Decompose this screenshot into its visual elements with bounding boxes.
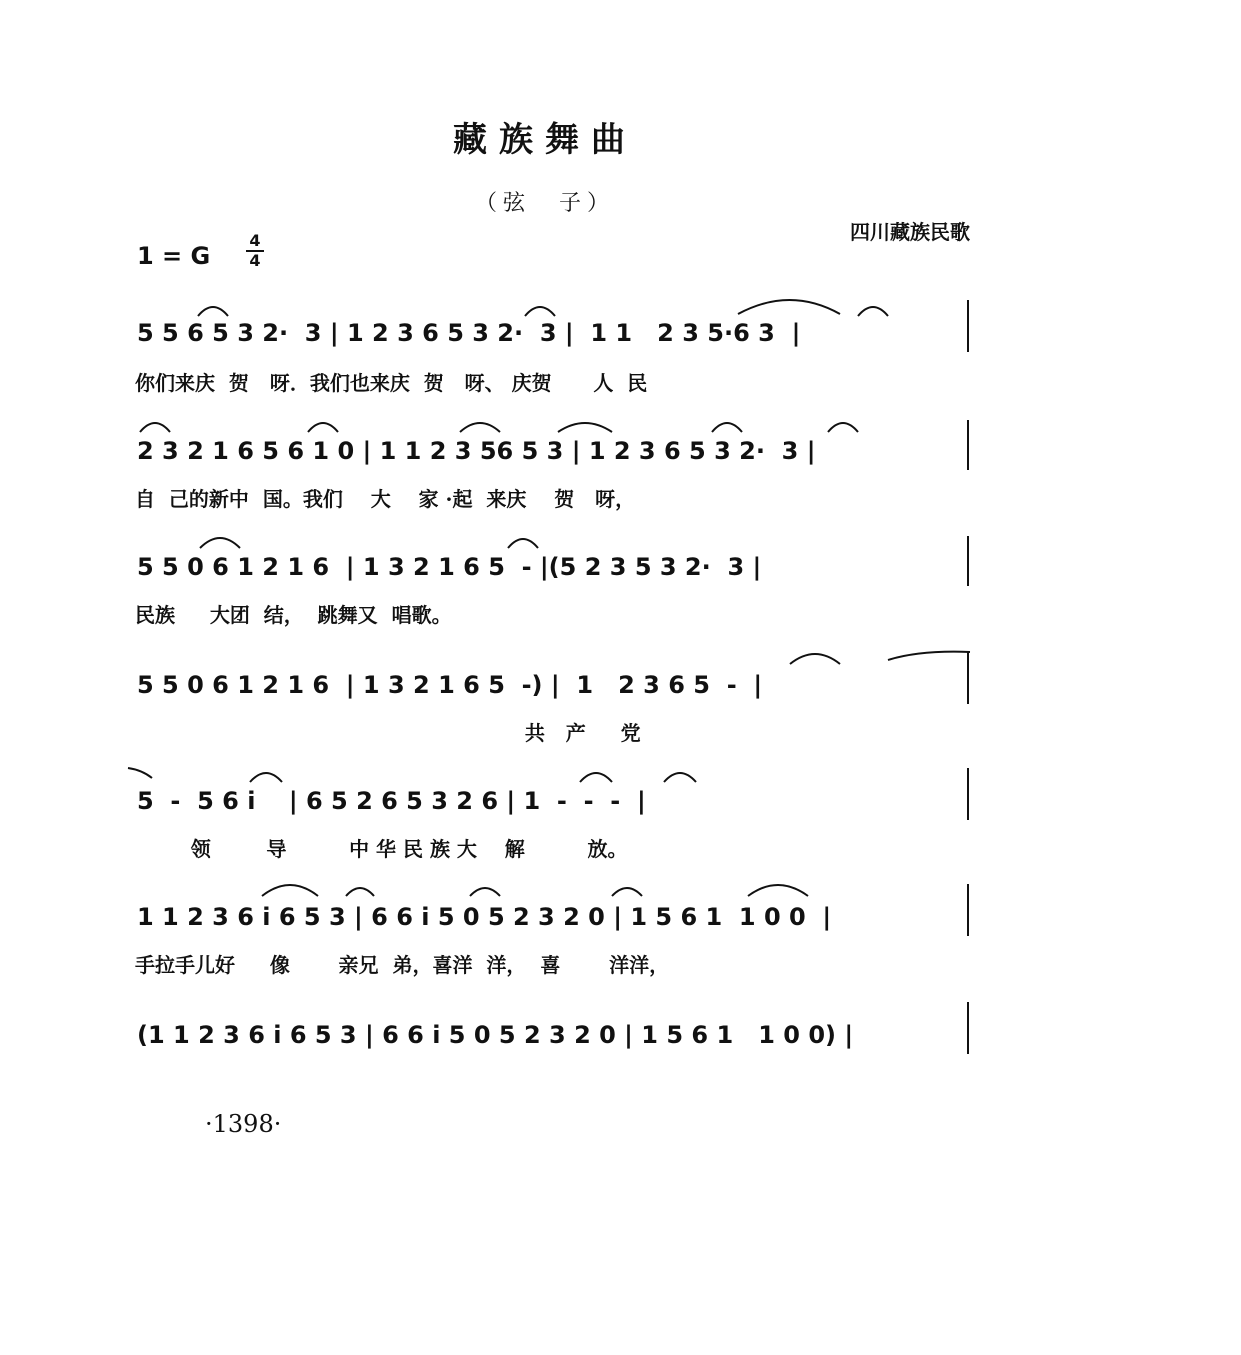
slur	[525, 307, 555, 316]
slur	[508, 539, 538, 548]
tie	[888, 652, 970, 660]
time-signature-numerator: 4	[249, 231, 261, 250]
slur	[250, 773, 282, 782]
time-signature-denominator: 4	[249, 251, 261, 270]
slur	[858, 307, 888, 316]
slur	[460, 423, 500, 432]
key-signature: 1 = G	[137, 242, 211, 270]
page-number: ·1398·	[205, 1110, 282, 1138]
notation-line-5: 5 - 5 6 i | 6 5 2 6 5 3 2 6 | 1 - - - |	[137, 787, 646, 815]
slur	[140, 423, 170, 432]
notation-line-3: 5 5 0 6 1 2 1 6 | 1 3 2 1 6 5 - |(5 2 3 5 3 2· 3 |	[137, 553, 762, 581]
slur	[580, 773, 612, 782]
lyrics-line-2: 自 己的新中 国。我们 大 家 ·起 来庆 贺 呀，	[135, 487, 636, 511]
song-subtitle: （弦 子）	[474, 191, 615, 216]
lyrics-line-3: 民族 大团 结， 跳舞又 唱歌。	[135, 603, 452, 627]
song-title: 藏族舞曲	[453, 120, 637, 160]
slur	[748, 885, 808, 896]
slur	[198, 307, 228, 316]
slur	[790, 654, 840, 664]
lyrics-line-1: 你们来庆 贺 呀．我们也来庆 贺 呀、 庆贺 人 民	[135, 371, 648, 395]
song-origin: 四川藏族民歌	[850, 220, 970, 244]
slur	[200, 538, 240, 548]
slur	[558, 423, 612, 432]
slur	[346, 888, 374, 896]
slur	[470, 888, 500, 896]
slur	[308, 423, 338, 432]
lyrics-line-6: 手拉手儿好 像 亲兄 弟，喜洋 洋， 喜 洋洋，	[135, 953, 670, 977]
notation-line-2: 2 3 2 1 6 5 6 1 0 | 1 1 2 3 56 5 3 | 1 2 3 6 5 3 2· 3 |	[137, 437, 816, 465]
notation-line-6: 1 1 2 3 6 i 6 5 3 | 6 6 i 5 0 5 2 3 2 0 | 1 5 6 1 1 0 0 |	[137, 903, 832, 931]
slur	[712, 423, 742, 432]
notation-line-1: 5 5 6 5 3 2· 3 | 1 2 3 6 5 3 2· 3 | 1 1 2 3 5·6 3 |	[137, 319, 801, 347]
notation-line-4: 5 5 0 6 1 2 1 6 | 1 3 2 1 6 5 -) | 1 2 3 6 5 - |	[137, 671, 763, 699]
lyrics-line-5: 领 导 中 华 民 族 大 解 放。	[135, 837, 628, 861]
slur	[664, 773, 696, 782]
slur	[612, 888, 642, 896]
slur	[262, 885, 318, 896]
tie	[128, 768, 152, 778]
slur	[738, 300, 840, 314]
lyrics-line-4: 共 产 党	[135, 721, 641, 745]
notation-line-7: (1 1 2 3 6 i 6 5 3 | 6 6 i 5 0 5 2 3 2 0 | 1 5 6 1 1 0 0) |	[137, 1021, 854, 1049]
slur	[828, 423, 858, 432]
